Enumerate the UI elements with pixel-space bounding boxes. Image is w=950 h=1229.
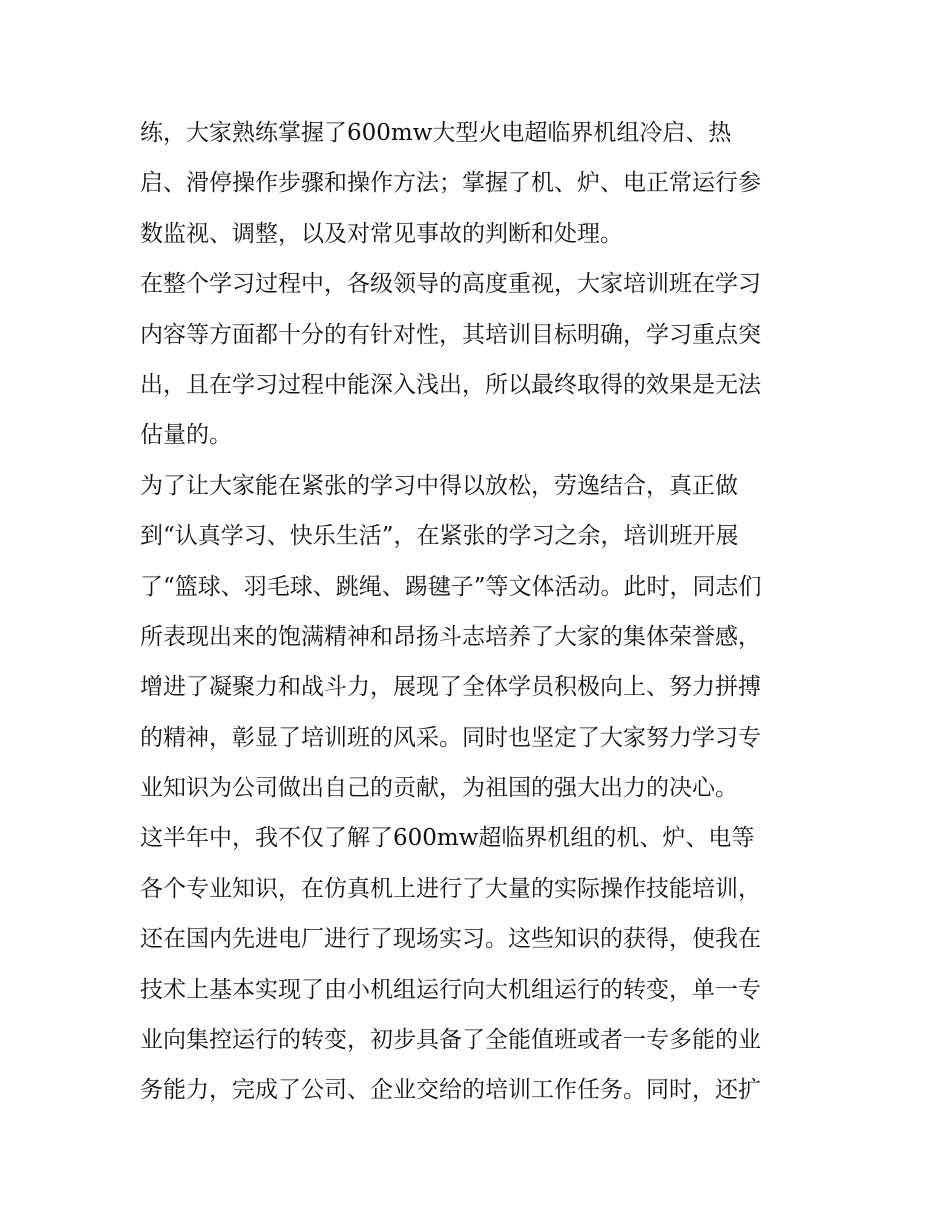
text-line: 这半年中，我不仅了解了600mw超临界机组的机、炉、电等 <box>140 825 755 852</box>
text-line: 估量的。 <box>140 422 232 449</box>
document-body <box>140 108 820 1116</box>
text-line: 各个专业知识，在仿真机上进行了大量的实际操作技能培训， <box>140 875 761 902</box>
text-line: 还在国内先进电厂进行了现场实习。这些知识的获得，使我在 <box>140 926 761 953</box>
text-line: 启、滑停操作步骤和操作方法；掌握了机、炉、电正常运行参 <box>140 170 761 197</box>
text-line: 技术上基本实现了由小机组运行向大机组运行的转变，单一专 <box>140 976 761 1003</box>
text-line: 了“篮球、羽毛球、跳绳、踢毽子”等文体活动。此时，同志们 <box>140 573 762 600</box>
text-line: 到“认真学习、快乐生活”，在紧张的学习之余，培训班开展 <box>140 523 739 550</box>
text-line: 增进了凝聚力和战斗力，展现了全体学员积极向上、努力拼搏 <box>140 674 761 701</box>
text-line: 在整个学习过程中，各级领导的高度重视，大家培训班在学习 <box>140 271 761 298</box>
text-line: 内容等方面都十分的有针对性，其培训目标明确，学习重点突 <box>140 321 761 348</box>
text-line: 为了让大家能在紧张的学习中得以放松，劳逸结合，真正做 <box>140 472 738 499</box>
text-line: 的精神，彰显了培训班的风采。同时也坚定了大家努力学习专 <box>140 724 761 751</box>
text-line: 业知识为公司做出自己的贡献，为祖国的强大出力的决心。 <box>140 775 738 802</box>
text-line: 出，且在学习过程中能深入浅出，所以最终取得的效果是无法 <box>140 371 761 398</box>
text-line: 业向集控运行的转变，初步具备了全能值班或者一专多能的业 <box>140 1027 761 1054</box>
text-line: 务能力，完成了公司、企业交给的培训工作任务。同时，还扩 <box>140 1077 761 1104</box>
text-line: 所表现出来的饱满精神和昂扬斗志培养了大家的集体荣誉感， <box>140 623 761 650</box>
text-line: 练，大家熟练掌握了600mw大型火电超临界机组冷启、热 <box>140 120 732 146</box>
text-line: 数监视、调整，以及对常见事故的判断和处理。 <box>140 220 623 247</box>
